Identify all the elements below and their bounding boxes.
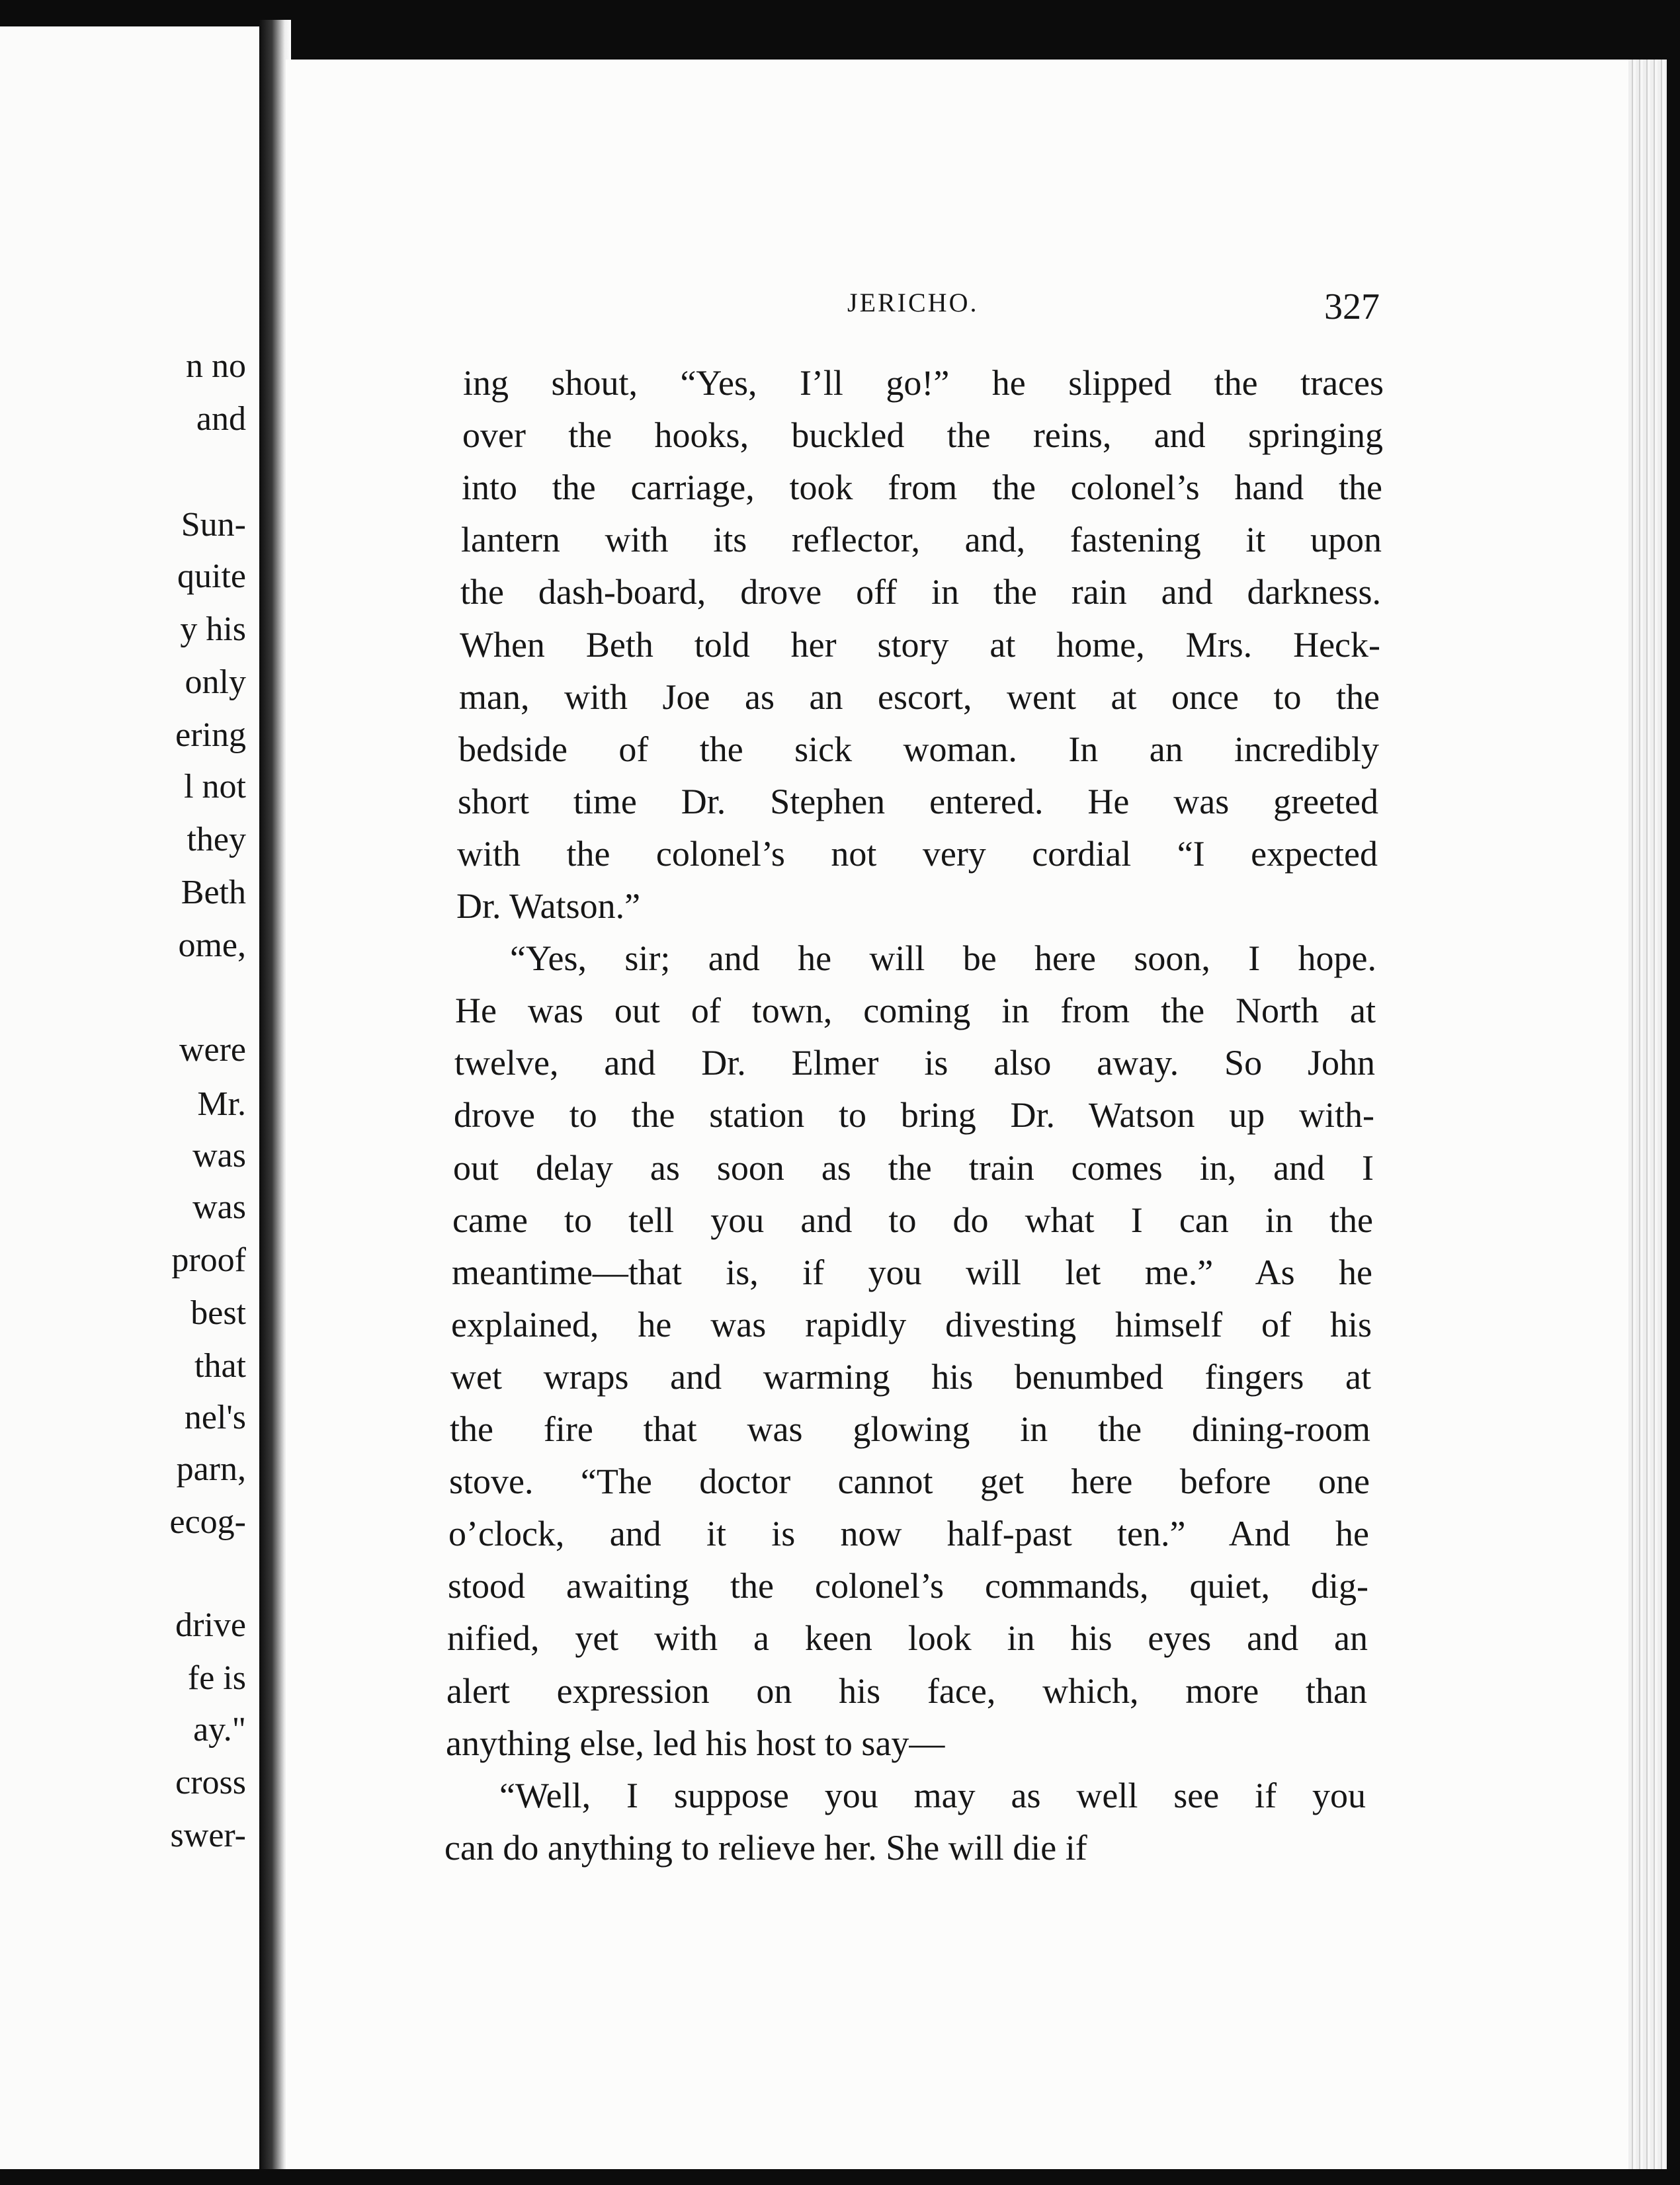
text-line: He was out of town, coming in from the North at: [455, 991, 1376, 1030]
text-line: into the carriage, took from the colonel’s hand the: [462, 468, 1382, 507]
text-line: short time Dr. Stephen entered. He was greeted: [458, 782, 1378, 821]
text-line: can do anything to relieve her. She will die if: [444, 1828, 1087, 1868]
left-page-line: proof: [171, 1241, 246, 1279]
text-line: “Well, I suppose you may as well see if you: [499, 1776, 1366, 1815]
left-page-line: Sun-: [181, 506, 246, 544]
text-line: the fire that was glowing in the dining-room: [450, 1409, 1370, 1449]
left-page-line: and: [196, 400, 246, 438]
left-page-line: l not: [184, 768, 246, 805]
text-line: stove. “The doctor cannot get here before one: [449, 1462, 1370, 1501]
text-line: explained, he was rapidly divesting himself of his: [451, 1305, 1372, 1344]
text-line: with the colonel’s not very cordial “I expected: [457, 834, 1378, 874]
left-page-line: that: [194, 1347, 246, 1385]
page-edge: [1628, 60, 1667, 2169]
text-line: came to tell you and to do what I can in the: [452, 1200, 1373, 1240]
left-page-line: ecog-: [169, 1503, 246, 1541]
left-page-line: ering: [175, 716, 246, 754]
page-number: 327: [1324, 286, 1380, 327]
left-page-line: Beth: [181, 874, 246, 911]
left-page-line: cross: [175, 1764, 246, 1801]
left-page-line: nel's: [184, 1399, 246, 1436]
text-line: Dr. Watson.”: [456, 886, 641, 926]
text-line: out delay as soon as the train comes in, and I: [453, 1148, 1374, 1188]
text-line: bedside of the sick woman. In an incredibly: [458, 729, 1379, 769]
text-line: man, with Joe as an escort, went at once to the: [459, 677, 1380, 717]
text-line: o’clock, and it is now half-past ten.” And he: [448, 1514, 1369, 1553]
text-line: When Beth told her story at home, Mrs. Heck-: [460, 625, 1380, 665]
left-page-line: was: [192, 1188, 246, 1226]
left-page: [0, 26, 259, 2169]
text-line: over the hooks, buckled the reins, and springing: [462, 415, 1383, 455]
left-page-line: quite: [177, 557, 246, 595]
left-page-line: ome,: [178, 927, 246, 964]
left-page-line: n no: [186, 347, 246, 385]
text-line: ing shout, “Yes, I’ll go!” he slipped the traces: [463, 363, 1384, 403]
text-line: the dash-board, drove off in the rain and darkness.: [460, 572, 1381, 612]
left-page-line: y his: [180, 610, 246, 648]
text-line: meantime—that is, if you will let me.” As he: [452, 1253, 1372, 1292]
left-page-line: were: [179, 1031, 246, 1069]
text-line: wet wraps and warming his benumbed fingers at: [450, 1357, 1371, 1397]
text-line: anything else, led his host to say—: [446, 1723, 945, 1763]
text-line: stood awaiting the colonel’s commands, quiet, dig-: [448, 1566, 1368, 1606]
left-page-line: ay.": [193, 1711, 246, 1749]
text-line: alert expression on his face, which, more than: [446, 1671, 1367, 1711]
text-line: lantern with its reflector, and, fastening it upon: [461, 520, 1382, 559]
left-page-line: was: [192, 1137, 246, 1175]
text-line: nified, yet with a keen look in his eyes and an: [447, 1618, 1368, 1658]
left-page-line: fe is: [187, 1659, 246, 1697]
running-head: JERICHO.: [847, 288, 979, 317]
left-page-line: best: [190, 1294, 246, 1332]
left-page-line: Mr.: [197, 1085, 246, 1123]
text-line: “Yes, sir; and he will be here soon, I hope.: [510, 938, 1376, 978]
text-line: drove to the station to bring Dr. Watson up with-: [454, 1095, 1374, 1135]
left-page-line: only: [185, 663, 246, 701]
left-page-line: drive: [175, 1606, 246, 1644]
left-page-line: swer-: [170, 1817, 246, 1854]
left-page-line: parn,: [176, 1450, 246, 1488]
text-line: twelve, and Dr. Elmer is also away. So John: [454, 1043, 1375, 1083]
left-page-line: they: [187, 821, 246, 858]
